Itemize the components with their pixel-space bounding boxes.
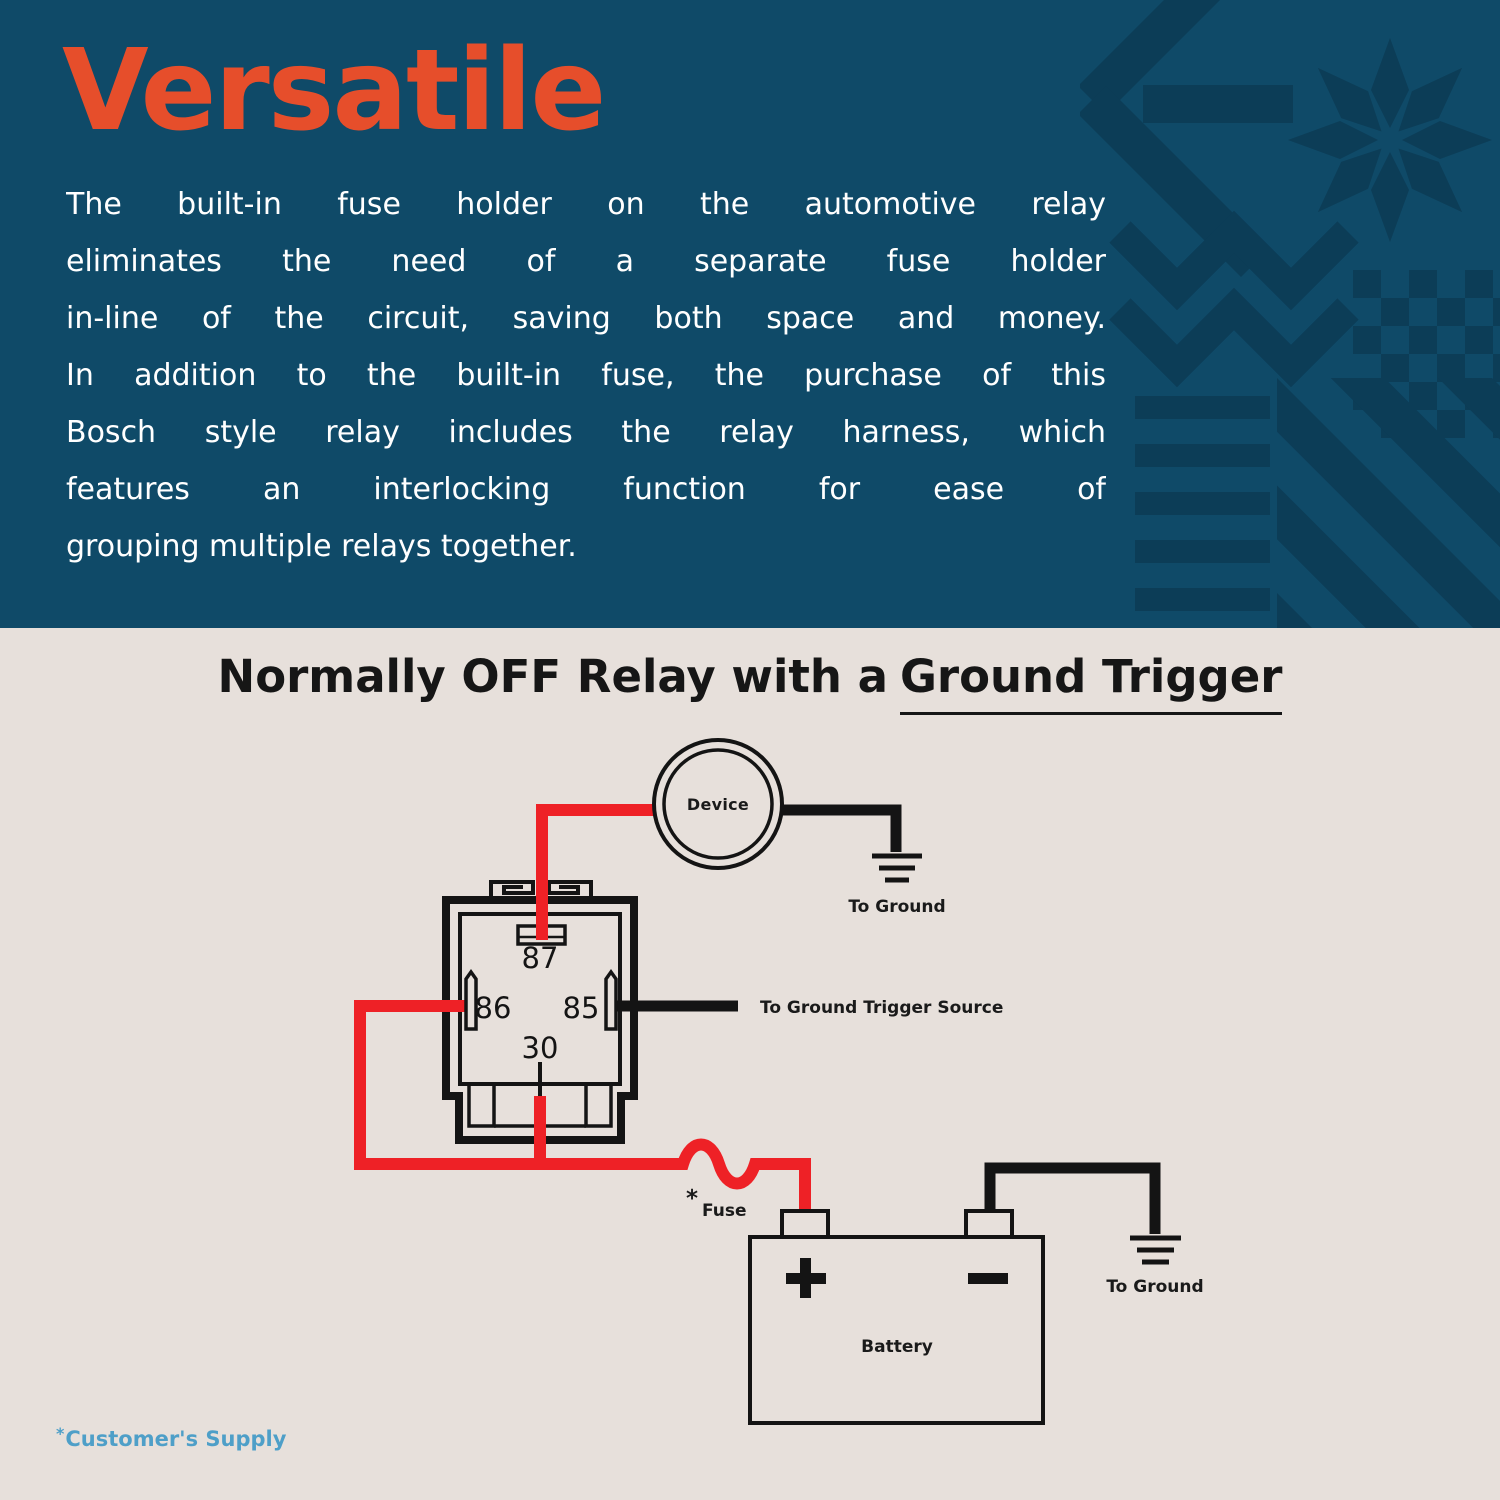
relay-foot-right	[586, 1084, 611, 1126]
stripes-motif	[1135, 396, 1270, 611]
hot-wire-86-fuse-battery	[360, 1006, 805, 1220]
paragraph-line: Bosch style relay includes the relay harness, which	[66, 415, 1106, 450]
to-ground-label-device: To Ground	[848, 897, 946, 917]
paragraph-line: in-line of the circuit, saving both space and money.	[66, 301, 1106, 336]
battery-terminal-negative	[966, 1211, 1012, 1237]
footnote-asterisk: *	[56, 1424, 65, 1443]
header-paragraph	[66, 176, 1106, 575]
battery-symbol	[750, 1211, 1043, 1423]
circuit-diagram	[0, 628, 1500, 1500]
battery-terminal-positive	[782, 1211, 828, 1237]
arrow-motif	[1080, 0, 1293, 277]
paragraph-line: The built-in fuse holder on the automotive relay	[66, 187, 1106, 222]
ground-symbol-device	[872, 856, 922, 880]
footnote-text: Customer's Supply	[65, 1427, 287, 1451]
ground-wire-device	[782, 810, 896, 852]
paragraph-line: eliminates the need of a separate fuse holder	[66, 244, 1106, 279]
device-symbol	[654, 740, 782, 868]
diagram-title-underlined: Ground Trigger	[900, 650, 1283, 715]
pin-85-blade	[606, 972, 616, 1029]
paragraph-line: In addition to the built-in fuse, the purchase of this	[66, 358, 1106, 393]
diagram-title-text: Normally OFF Relay with a	[217, 650, 888, 703]
ground-symbol-battery	[1130, 1238, 1181, 1262]
zigzag-motif	[1120, 232, 1348, 366]
pin-85-label: 85	[562, 991, 600, 1025]
battery-label: Battery	[861, 1337, 933, 1357]
header-section	[0, 0, 1500, 628]
page-title: Versatile	[62, 26, 605, 156]
to-ground-label-battery: To Ground	[1106, 1277, 1204, 1297]
diagram-title	[0, 650, 1500, 703]
ground-wire-battery	[990, 1168, 1155, 1234]
trigger-source-label: To Ground Trigger Source	[760, 998, 1004, 1018]
battery-negative-symbol	[968, 1273, 1008, 1284]
paragraph-line: grouping multiple relays together.	[66, 529, 577, 564]
fuse-asterisk: *	[686, 1186, 699, 1212]
paragraph-line: features an interlocking function for ease of	[66, 472, 1106, 507]
pin-86-label: 86	[474, 991, 512, 1025]
relay-foot-left	[469, 1084, 494, 1126]
star-motif	[1288, 38, 1492, 242]
battery-body	[750, 1237, 1043, 1423]
fuse-label: Fuse	[702, 1201, 747, 1221]
device-label: Device	[686, 795, 750, 814]
pin-87-label: 87	[521, 941, 559, 975]
decorative-pattern	[1080, 0, 1500, 628]
pin-30-label: 30	[521, 1031, 559, 1065]
footnote	[56, 1424, 286, 1451]
